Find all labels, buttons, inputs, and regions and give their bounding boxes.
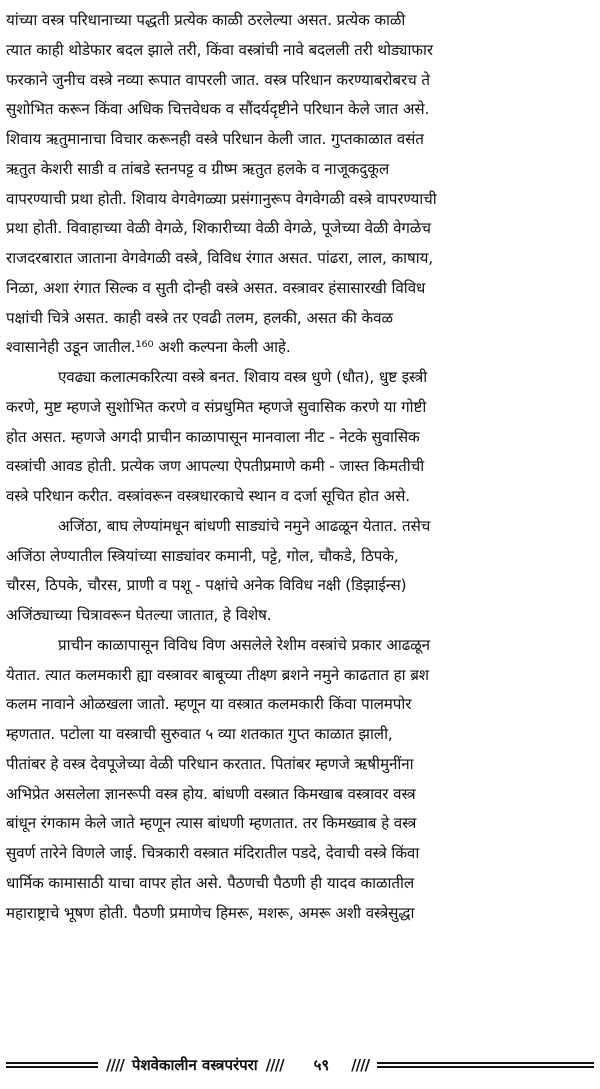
text-line: होत असत. म्हणजे अगदी प्राचीन काळापासून मानवाला नीट - नेटके सुवासिक [6,427,420,446]
text-line: अजिंठ्याच्या चित्रावरून घेतल्या जातात, हे विशेष. [6,606,272,624]
text-line: निळा, अशा रंगात सिल्क व सुती दोन्ही वस्त्रे असत. वस्त्रावर हंसासारखी विविध [6,278,426,297]
text-line: म्हणतात. पटोला या वस्त्राची सुरुवात ५ व्या शतकात गुप्त काळात झाली, [6,725,393,743]
text-line: पीतांबर हे वस्त्र देवपूजेच्या वेळी परिधान करतात. पितांबर म्हणजे ऋषीमुनींना [6,754,414,773]
text-line: प्रथा होती. विवाहाच्या वेळी वेगळे, शिकारीच्या वेळी वेगळे, पूजेच्या वेळी वेगळेच [6,219,431,238]
text-line: फरकाने जुनीच वस्त्रे नव्या रूपात वापरली जात. वस्त्र परिधान करण्याबरोबरच ते [6,70,430,89]
text-line: वापरण्याची प्रथा होती. शिवाय वेगवेगळ्या प्रसंगानुरूप वेगवेगळी वस्त्रे वापरण्याची [6,189,437,208]
running-title: पेशवेकालीन वस्त्रपरंपरा [131,1056,258,1074]
text-line: अभिप्रेत असलेला ज्ञानरूपी वस्त्र होय. बांधणी वस्त्रात किमखाब वस्त्रावर वस्त्र [6,784,416,803]
text-line: श्वासानेही उडून जातील.¹⁶⁰ अशी कल्पना केली आहे. [6,338,291,357]
text-line: चौरस, ठिपके, चौरस, प्राणी व पशू - पक्षांचे अनेक विविध नक्षी (डिझाईन्स) [6,576,407,595]
text-line: वस्त्रे परिधान करीत. वस्त्रांवरून वस्त्रधारकाचे स्थान व दर्जा सूचित होत असे. [6,487,411,505]
text-line: बांधून रंगकाम केले जाते म्हणून त्यास बांधणी म्हणतात. तर किमख्वाब हे वस्त्र [6,814,417,833]
text-line: करणे, मुष्ट म्हणजे सुशोभित करणे व संप्रधुमित म्हणजे सुवासिक करणे या गोष्टी [6,397,427,416]
footer-slashes-mid: //// [265,1056,284,1074]
text-line: सुवर्ण तारेने विणले जाई. चित्रकारी वस्त्रात मंदिरातील पडदे, देवाची वस्त्रे किंवा [6,844,420,862]
paragraph [6,512,592,631]
paragraph [6,363,592,512]
text-line: महाराष्ट्राचे भूषण होती. पैठणी प्रमाणेच हिमरू, मशरू, अमरू अशी वस्त्रेसुद्धा [6,903,415,922]
paragraph [6,631,592,929]
text-line: यांच्या वस्त्र परिधानाच्या पद्धती प्रत्येक काळी ठरलेल्या असत. प्रत्येक काळी [6,11,406,29]
text-line: त्यात काही थोडेफार बदल झाले तरी, किंवा वस्त्रांची नावे बदलली तरी थोड्याफार [6,40,433,59]
text-line: वस्त्रांची आवड होती. प्रत्येक जण आपल्या ऐपतीप्रमाणे कमी - जास्त किमतीची [6,457,425,476]
page-footer [0,1050,600,1080]
text-line: प्राचीन काळापासून विविध विण असलेले रेशीम वस्त्रांचे प्रकार आढळून [58,635,430,654]
text-line: शिवाय ऋतुमानाचा विचार करूनही वस्त्रे परिधान केली जात. गुप्तकाळात वसंत [6,130,424,148]
text-line: एवढ्या कलात्मकरित्या वस्त्रे बनत. शिवाय वस्त्र धुणे (धौत), धुष्ट इस्त्री [58,368,428,386]
page-body [6,6,592,928]
text-line: राजदरबारात जाताना वेगवेगळी वस्त्रे, विविध रंगात असत. पांढरा, लाल, काषाय, [6,249,434,267]
text-line: कलम नावाने ओळखला जातो. म्हणून या वस्त्रात कलमकारी किंवा पालमपोर [6,695,412,714]
footer-rule-left [6,1062,98,1068]
text-line: पक्षांची चित्रे असत. काही वस्त्रे तर एवढी तलम, हलकी, असत की केवळ [6,308,393,327]
text-line: धार्मिक कामासाठी याचा वापर होत असे. पैठणची पैठणी ही यादव काळातील [6,873,415,892]
footer-rule-right [377,1062,594,1068]
footer-slashes-right: //// [351,1056,370,1074]
text-line: अजिंठा, बाघ लेण्यांमधून बांधणी साड्यांचे नमुने आढळून येतात. तसेच [58,516,431,535]
text-line: ऋतुत केशरी साडी व तांबडे स्तनपट्ट व ग्रीष्म ऋतुत हलके व नाजूकदुकूल [6,159,390,178]
text-line: सुशोभित करून किंवा अधिक चित्तवेधक व सौंदर्यदृष्टीने परिधान केले जात असे. [6,100,430,119]
text-line: अजिंठा लेण्यातील स्त्रियांच्या साड्यांवर कमानी, पट्टे, गोल, चौकडे, ठिपके, [6,546,399,565]
footer-slashes-left: //// [106,1056,124,1074]
page-number: ५९ [313,1056,330,1074]
paragraph [6,6,592,363]
text-line: येतात. त्यात कलमकारी ह्या वस्त्रावर बाबूच्या तीक्ष्ण ब्रशने नमुने काढतात हा ब्रश [6,665,430,684]
